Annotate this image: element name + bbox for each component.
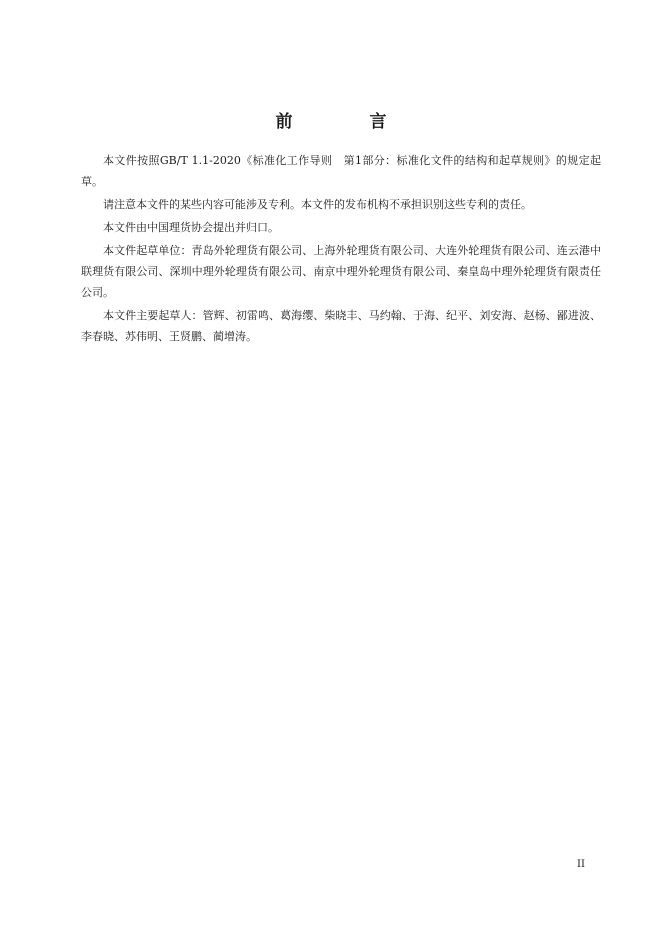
- paragraph-drafters: 本文件主要起草人：管辉、初雷鸣、葛海缨、柴晓丰、马约翰、于海、纪平、刘安海、赵杨、鄙进波、李春晓、苏伟明、王贤鹏、蔺增涛。: [81, 309, 601, 343]
- document-body: [81, 150, 601, 349]
- paragraph-proposer: 本文件由中国理货协会提出并归口。: [103, 221, 279, 234]
- paragraph-standard-basis: 本文件按照GB/T 1.1-2020《标准化工作导则 第1部分：标准化文件的结构和起草规则》的规定起草。: [81, 154, 601, 188]
- page-title: 前 言: [275, 112, 417, 132]
- page-number: II: [577, 859, 585, 870]
- paragraph-drafting-units: 本文件起草单位：青岛外轮理货有限公司、上海外轮理货有限公司、大连外轮理货有限公司、连云港中联理货有限公司、深圳中理外轮理货有限公司、南京中理外轮理货有限公司、秦皇岛中理外轮理货有限责任公司。: [81, 244, 601, 299]
- paragraph-patent-notice: 请注意本文件的某些内容可能涉及专利。本文件的发布机构不承担识别这些专利的责任。: [103, 198, 532, 211]
